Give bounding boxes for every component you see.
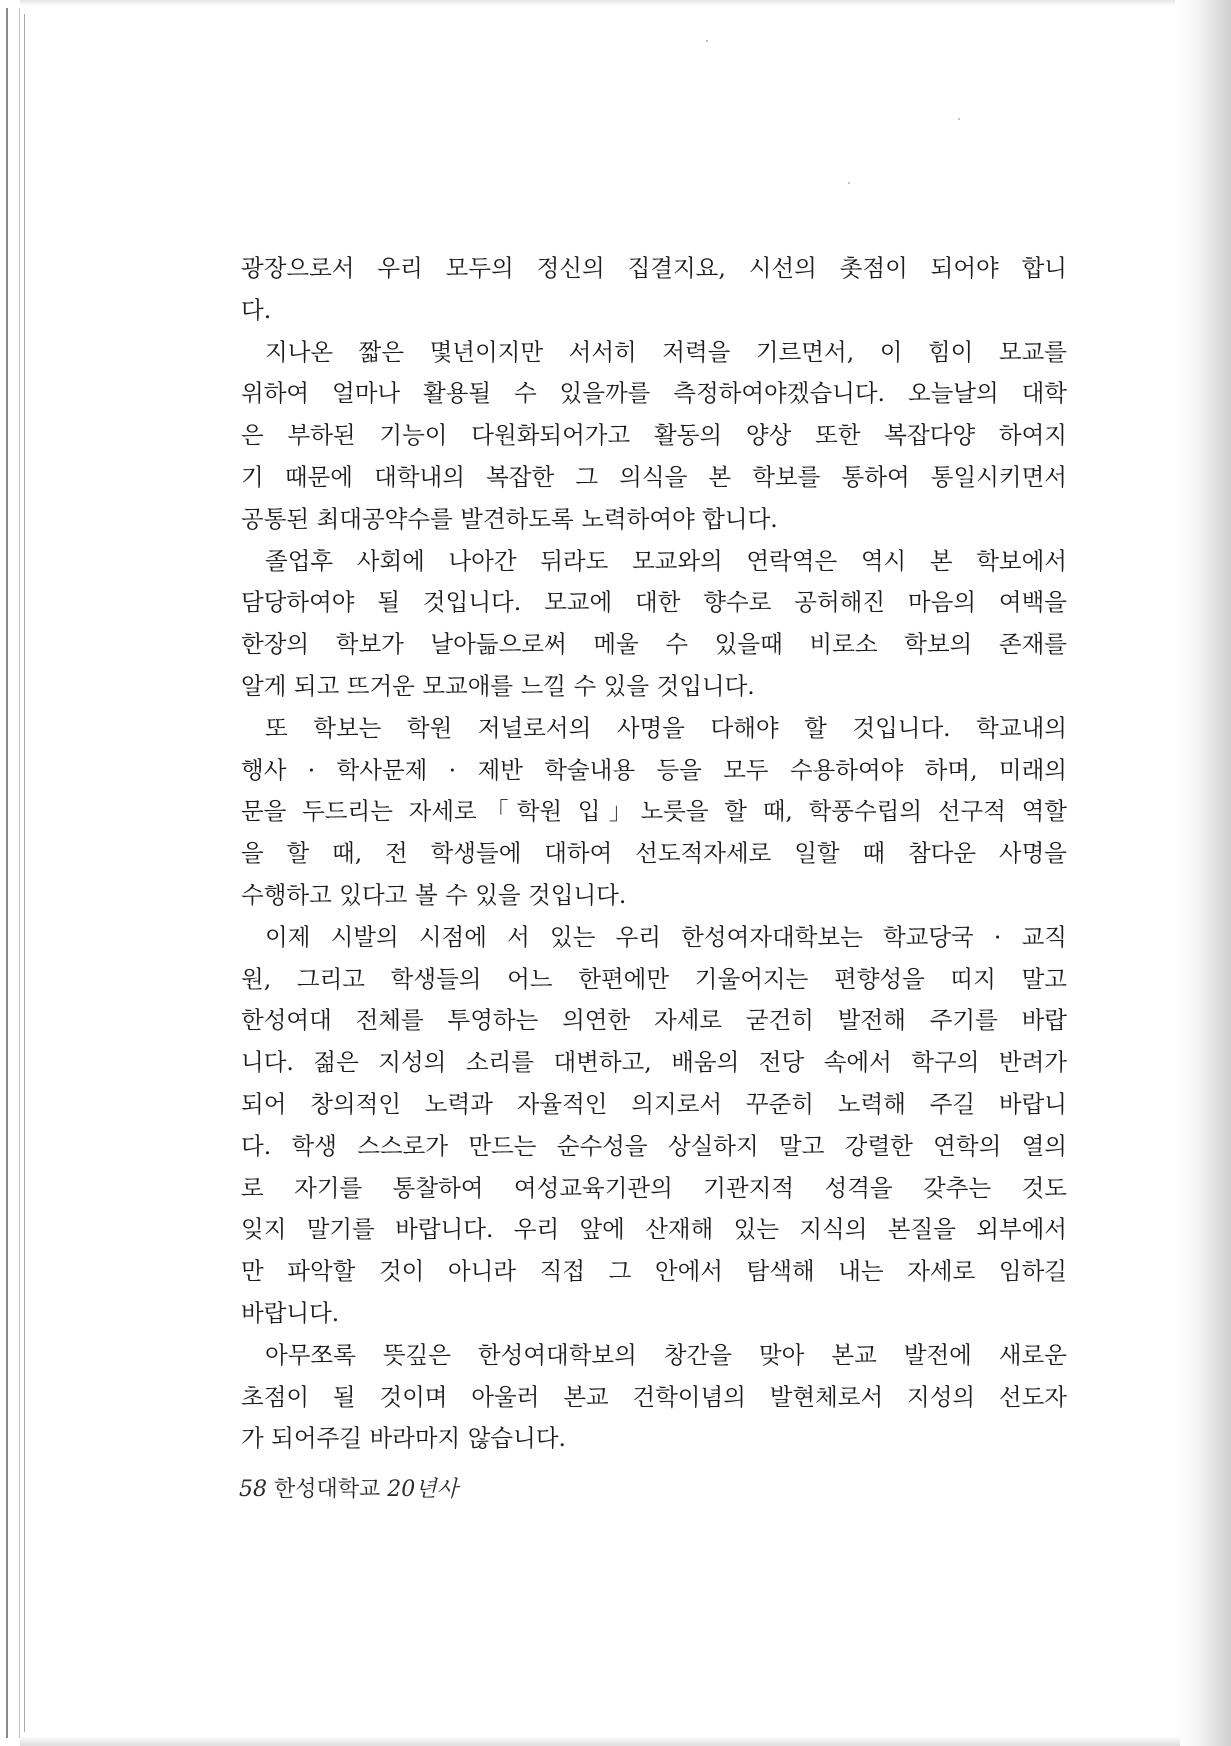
page-top-edge — [20, 0, 1180, 6]
text-line: 한장의 학보가 날아듦으로써 메울 수 있을때 비로소 학보의 존재를 — [241, 630, 1067, 659]
text-line: 아무쪼록 뜻깊은 한성여대학보의 창간을 맞아 본교 발전에 새로운 — [265, 1340, 1067, 1369]
text-line: 지나온 짧은 몇년이지만 서서히 저력을 기르면서, 이 힘이 모교를 — [265, 337, 1067, 366]
text-line: 잊지 말기를 바랍니다. 우리 앞에 산재해 있는 지식의 본질을 외부에서 — [241, 1215, 1067, 1244]
text-line: 다. 학생 스스로가 만드는 순수성을 상실하지 말고 강렬한 연학의 열의 — [241, 1131, 1067, 1160]
text-line: 공통된 최대공약수를 발견하도록 노력하여야 합니다. — [241, 504, 778, 533]
text-line: 알게 되고 뜨거운 모교애를 느낄 수 있을 것입니다. — [241, 671, 755, 700]
text-line: 다. — [241, 295, 272, 324]
text-line: 광장으로서 우리 모두의 정신의 집결지요, 시선의 촛점이 되어야 합니 — [241, 254, 1067, 282]
paragraph — [241, 917, 1067, 1335]
text-line: 원, 그리고 학생들의 어느 한편에만 기울어지는 편향성을 띠지 말고 — [241, 964, 1067, 993]
scan-speck — [848, 182, 850, 184]
text-line: 위하여 얼마나 활용될 수 있을까를 측정하여야겠습니다. 오늘날의 대학 — [241, 379, 1067, 408]
book-years: 20년사 — [387, 1477, 458, 1502]
paragraph — [241, 1335, 1067, 1460]
text-line: 문을 두드리는 자세로「학원 입」노릇을 할 때, 학풍수립의 선구적 역할 — [241, 797, 1067, 826]
text-line: 담당하여야 될 것입니다. 모교에 대한 향수로 공허해진 마음의 여백을 — [241, 588, 1067, 617]
text-line: 니다. 젊은 지성의 소리를 대변하고, 배움의 전당 속에서 학구의 반려가 — [241, 1048, 1068, 1077]
text-line: 되어 창의적인 노력과 자율적인 의지로서 꾸준히 노력해 주길 바랍니 — [241, 1089, 1067, 1118]
text-line: 가 되어주길 바라마지 않습니다. — [241, 1424, 566, 1453]
text-line: 초점이 될 것이며 아울러 본교 건학이념의 발현체로서 지성의 선도자 — [241, 1382, 1067, 1411]
text-line: 은 부하된 기능이 다원화되어가고 활동의 양상 또한 복잡다양 하여지 — [241, 421, 1067, 450]
paragraph — [241, 332, 1067, 541]
page-binding-edge — [6, 8, 20, 1738]
text-line: 바랍니다. — [241, 1298, 340, 1327]
text-line: 한성여대 전체를 투영하는 의연한 자세로 굳건히 발전해 주기를 바랍 — [241, 1006, 1067, 1035]
text-line: 행사 · 학사문제 · 제반 학술내용 등을 모두 수용하여야 하며, 미래의 — [241, 755, 1067, 784]
text-line: 이제 시발의 시점에 서 있는 우리 한성여자대학보는 학교당국 · 교직 — [265, 922, 1067, 951]
text-line: 또 학보는 학원 저널로서의 사명을 다해야 할 것입니다. 학교내의 — [265, 713, 1067, 742]
page-number: 58 — [239, 1477, 267, 1502]
paragraph — [241, 248, 1067, 332]
scan-speck — [958, 118, 960, 120]
scan-speck — [706, 40, 708, 42]
body-text — [241, 248, 1067, 1460]
page-stack-edge — [24, 14, 30, 1732]
text-line: 졸업후 사회에 나아간 뒤라도 모교와의 연락역은 역시 본 학보에서 — [265, 546, 1067, 575]
page-bottom-edge — [20, 1736, 1180, 1746]
text-line: 을 할 때, 전 학생들에 대하여 선도적자세로 일할 때 참다운 사명을 — [241, 839, 1067, 868]
book-title: 한성대학교 — [274, 1477, 381, 1502]
text-line: 기 때문에 대학내의 복잡한 그 의식을 본 학보를 통하여 통일시키면서 — [241, 462, 1067, 491]
paragraph — [241, 541, 1067, 708]
text-line: 수행하고 있다고 볼 수 있을 것입니다. — [241, 880, 627, 909]
text-line: 로 자기를 통찰하여 여성교육기관의 기관지적 성격을 갖추는 것도 — [241, 1173, 1067, 1202]
page-footer — [239, 1475, 458, 1505]
page-right-shadow — [1175, 0, 1231, 1746]
paragraph — [241, 708, 1067, 917]
text-line: 만 파악할 것이 아니라 직접 그 안에서 탐색해 내는 자세로 임하길 — [241, 1257, 1067, 1286]
